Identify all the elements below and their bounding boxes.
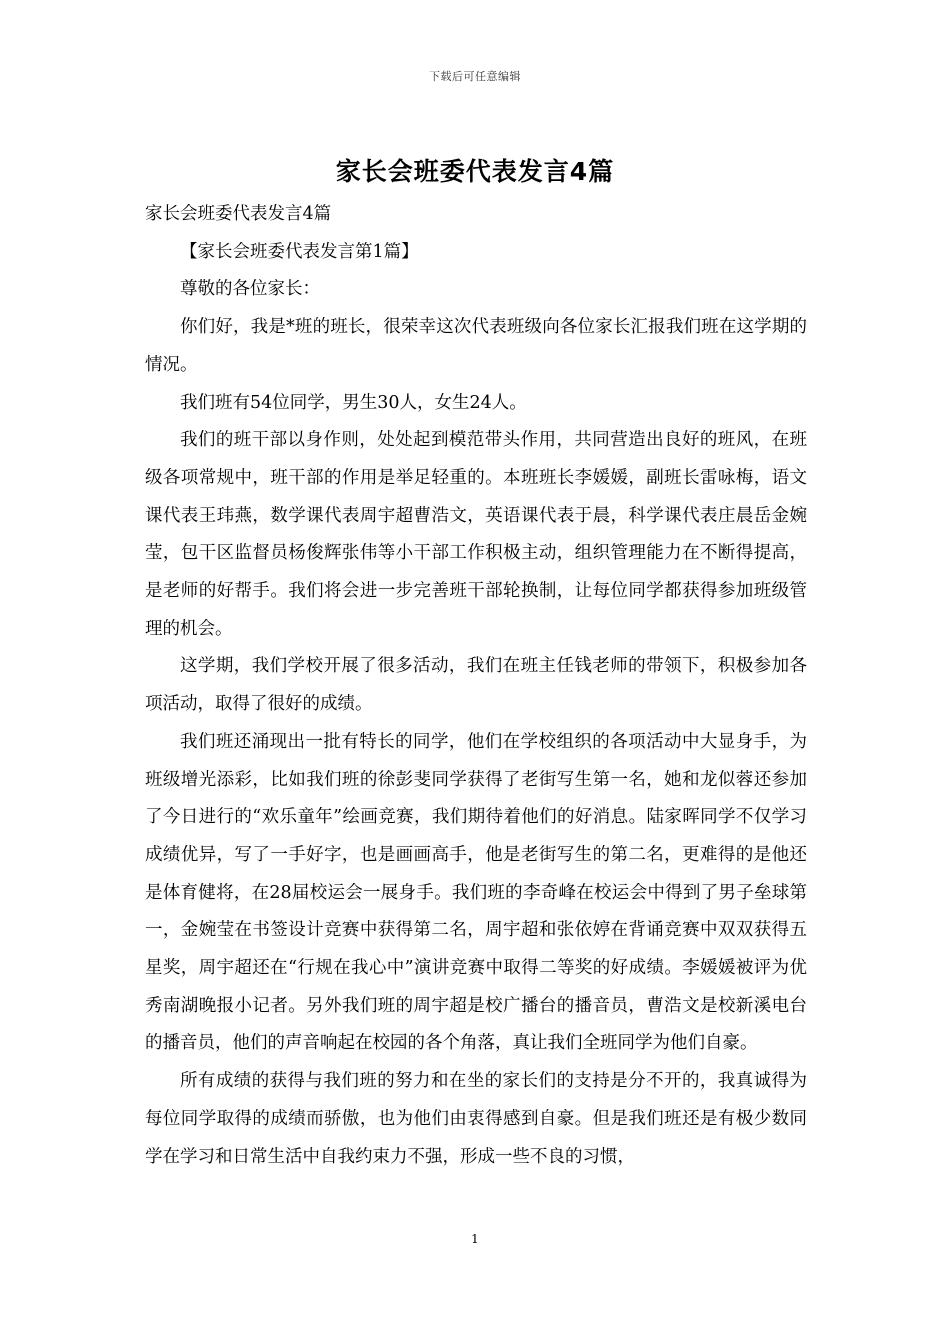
paragraph: 这学期，我们学校开展了很多活动，我们在班主任钱老师的带领下，积极参加各项活动，取得了很好的成绩。: [145, 656, 807, 715]
document-body: [145, 196, 807, 1176]
paragraph: 【家长会班委代表发言第1篇】: [180, 241, 419, 262]
document-title: 家长会班委代表发言4篇: [335, 157, 615, 186]
paragraph: 我们班还涌现出一批有特长的同学，他们在学校组织的各项活动中大显身手，为班级增光添彩，比如我们班的徐彭斐同学获得了老街写生第一名，她和龙似蓉还参加了今日进行的“欢乐童年”绘画竞赛，我们期待着他们的好消息。陆家晖同学不仅学习成绩优异，写了一手好字，也是画画高手，他是老街写生的第二名，更难得的是他还是体育健将，在28届校运会一展身手。我们班的李奇峰在校运会中得到了男子垒球第一，金婉莹在书签设计竞赛中获得第二名，周宇超和张依婷在背诵竞赛中双双获得五星奖，周宇超还在“行规在我心中”演讲竞赛中取得二等奖的好成绩。李媛媛被评为优秀南湖晚报小记者。另外我们班的周宇超是校广播台的播音员，曹浩文是校新溪电台的播音员，他们的声音响起在校园的各个角落，真让我们全班同学为他们自豪。: [145, 731, 807, 1054]
paragraph: 尊敬的各位家长：: [180, 279, 320, 300]
paragraph: 家长会班委代表发言4篇: [145, 204, 332, 224]
page-number: 1: [471, 1232, 479, 1246]
paragraph: 我们的班干部以身作则，处处起到模范带头作用，共同营造出良好的班风，在班级各项常规中，班干部的作用是举足轻重的。本班班长李媛媛，副班长雷咏梅，语文课代表王玮燕，数学课代表周宇超曹浩文，英语课代表于晨，科学课代表庄晨岳金婉莹，包干区监督员杨俊辉张伟等小干部工作积极主动，组织管理能力在不断得提高，是老师的好帮手。我们将会进一步完善班干部轮换制，让每位同学都获得参加班级管理的机会。: [145, 430, 807, 639]
paragraph: 我们班有54位同学，男生30人，女生24人。: [180, 392, 527, 413]
page-header: 下载后可任意编辑: [429, 70, 521, 83]
paragraph: 你们好，我是*班的班长，很荣幸这次代表班级向各位家长汇报我们班在这学期的情况。: [145, 317, 807, 375]
paragraph: 所有成绩的获得与我们班的努力和在坐的家长们的支持是分不开的，我真诚得为每位同学取得的成绩而骄傲，也为他们由衷得感到自豪。但是我们班还是有极少数同学在学习和日常生活中自我约束力不强，形成一些不良的习惯，: [145, 1071, 807, 1167]
